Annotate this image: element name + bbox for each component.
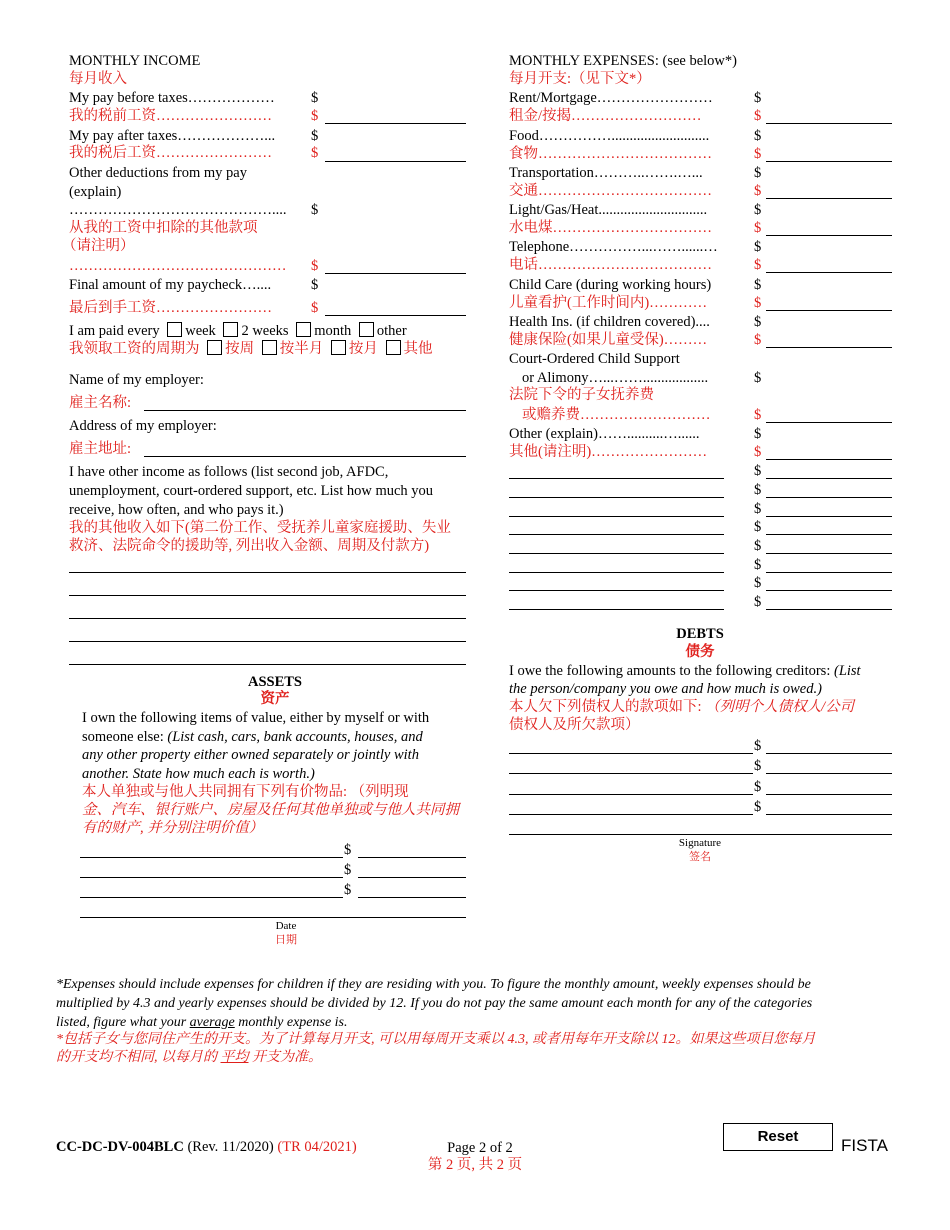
food-label-zh: 食物……………………………… [509, 146, 712, 162]
pay-before-label: My pay before taxes……………… [69, 90, 275, 106]
debts-text-zh: 本人欠下列债权人的款项如下: （列明个人债权人/公司 [509, 699, 855, 715]
dollar-sign: $ [754, 779, 762, 795]
signature-label: Signature [678, 837, 722, 849]
pay-after-amount-field[interactable] [325, 161, 466, 162]
dollar-sign: $ [754, 257, 762, 273]
health-insurance-label-zh: 健康保险(如果儿童受保)……… [509, 332, 708, 348]
dollar-sign: $ [754, 295, 762, 311]
childcare-label: Child Care (during working hours) [509, 277, 712, 293]
other-income-text: unemployment, court-ordered support, etc. List how much you [69, 483, 434, 499]
creditor-field[interactable] [509, 814, 753, 815]
debt-amount-field[interactable] [766, 814, 892, 815]
assets-text-zh: 金、汽车、银行账户、房屋及任何其他单独或与他人共同拥 [82, 802, 459, 818]
pay-before-amount-field[interactable] [325, 123, 466, 124]
dollar-sign: $ [754, 202, 762, 218]
dollar-sign: $ [311, 202, 319, 218]
expense-amount-field[interactable] [766, 590, 892, 591]
income-heading-zh: 每月收入 [69, 71, 127, 87]
expense-amount-field[interactable] [766, 497, 892, 498]
employer-name-field[interactable] [144, 410, 466, 411]
pay-after-label-zh: 我的税后工资…………………… [69, 145, 272, 161]
dollar-sign: $ [344, 882, 352, 898]
expense-item-field[interactable] [509, 497, 724, 498]
dollar-sign: $ [754, 519, 762, 535]
debts-text: I owe the following amounts to the following creditors: (List [509, 663, 861, 679]
dollar-sign: $ [311, 300, 319, 316]
childcare-amount-field[interactable] [766, 310, 892, 311]
dollar-sign: $ [344, 862, 352, 878]
dollar-sign: $ [311, 128, 319, 144]
dollar-sign: $ [754, 426, 762, 442]
week-checkbox[interactable] [167, 322, 182, 337]
utilities-label: Light/Gas/Heat.............................. [509, 202, 708, 218]
paid-every-row [69, 322, 407, 340]
other-expense-amount-field[interactable] [766, 459, 892, 460]
food-amount-field[interactable] [766, 161, 892, 162]
form-id: CC-DC-DV-004BLC (Rev. 11/2020) (TR 04/2021) [56, 1139, 357, 1155]
dollar-sign: $ [754, 407, 762, 423]
other-checkbox[interactable] [359, 322, 374, 337]
assets-heading-zh: 资产 [260, 691, 290, 707]
dollar-sign: $ [754, 799, 762, 815]
dollar-sign: $ [754, 128, 762, 144]
child-support-label-zh: 或赡养费……………………… [522, 407, 711, 423]
assets-text: someone else: (List cash, cars, bank accounts, houses, and [82, 729, 423, 745]
debt-amount-field[interactable] [766, 773, 892, 774]
expense-item-field[interactable] [509, 534, 724, 535]
other-deductions-label-zh: 从我的工资中扣除的其他款项 [69, 220, 258, 236]
dollar-sign: $ [754, 183, 762, 199]
debts-text: the person/company you owe and how much is owed.) [509, 681, 822, 697]
other-expense-label: Other (explain)……..........…...... [509, 426, 700, 442]
debts-heading: DEBTS [676, 626, 724, 642]
dollar-sign: $ [754, 538, 762, 554]
other-deductions-label-zh: （请注明） [62, 238, 135, 254]
expense-item-field[interactable] [509, 478, 724, 479]
employer-address-label: Address of my employer: [69, 418, 217, 434]
dollar-sign: $ [311, 145, 319, 161]
month-label: month [314, 323, 352, 339]
expense-amount-field[interactable] [766, 609, 892, 610]
telephone-label: Telephone……………...……......… [509, 239, 718, 255]
paid-every-label: I am paid every [69, 323, 160, 339]
transportation-amount-field[interactable] [766, 198, 892, 199]
other-income-line[interactable] [69, 572, 466, 573]
final-amount-label: Final amount of my paycheck….... [69, 277, 272, 293]
other-income-line[interactable] [69, 595, 466, 596]
asset-value-field[interactable] [358, 877, 466, 878]
telephone-amount-field[interactable] [766, 272, 892, 273]
asset-value-field[interactable] [358, 857, 466, 858]
other-expense-label-zh: 其他(请注明)…………………… [509, 444, 708, 460]
page-number: Page 2 of 2 [447, 1140, 513, 1156]
creditor-field[interactable] [509, 753, 753, 754]
dollar-sign: $ [754, 557, 762, 573]
other-income-line[interactable] [69, 641, 466, 642]
dollar-sign: $ [754, 575, 762, 591]
other-income-text: I have other income as follows (list second job, AFDC, [69, 464, 389, 480]
reset-button[interactable]: Reset [723, 1123, 833, 1151]
dollar-sign: $ [754, 463, 762, 479]
assets-text: I own the following items of value, either by myself or with [82, 710, 430, 726]
dollar-sign: $ [754, 501, 762, 517]
dollar-sign: $ [754, 758, 762, 774]
pay-before-label-zh: 我的税前工资…………………… [69, 108, 272, 124]
expenses-heading-zh: 每月开支:（见下文*） [509, 71, 651, 87]
other-income-text-zh: 我的其他收入如下(第二份工作、受抚养儿童家庭援助、失业 [69, 520, 451, 536]
dollar-sign: $ [311, 108, 319, 124]
expense-item-field[interactable] [509, 590, 724, 591]
page-number-zh: 第 2 页, 共 2 页 [427, 1157, 523, 1173]
rent-label: Rent/Mortgage…………………… [509, 90, 713, 106]
childcare-label-zh: 儿童看护(工作时间内)………… [509, 295, 708, 311]
dollar-sign: $ [754, 239, 762, 255]
pay-after-label: My pay after taxes………………... [69, 128, 276, 144]
health-insurance-label: Health Ins. (if children covered).... [509, 314, 710, 330]
footnote-text-zh: 的开支均不相同, 以每月的 平均 开支为准。 [56, 1050, 322, 1065]
signature-label-zh: 签名 [689, 851, 711, 863]
assets-heading: ASSETS [247, 674, 302, 690]
dollar-sign: $ [311, 277, 319, 293]
asset-value-field[interactable] [358, 897, 466, 898]
other-income-text-zh: 救济、法院命令的援助等, 列出收入金额、周期及付款方) [69, 538, 430, 554]
debt-amount-field[interactable] [766, 753, 892, 754]
date-field[interactable] [80, 917, 466, 918]
footnote-text: multiplied by 4.3 and yearly expenses should be divided by 12. If you do not pay the same amount each month for any of the categories [56, 996, 813, 1011]
week-label: week [185, 323, 216, 339]
dollar-sign: $ [754, 165, 762, 181]
other-label: other [376, 323, 407, 339]
expense-amount-field[interactable] [766, 478, 892, 479]
dollar-sign: $ [754, 332, 762, 348]
dollar-sign: $ [754, 277, 762, 293]
asset-item-field[interactable] [80, 857, 343, 858]
transportation-label-zh: 交通……………………………… [509, 183, 712, 199]
expense-item-field[interactable] [509, 572, 724, 573]
date-label-zh: 日期 [275, 934, 297, 946]
dollar-sign: $ [754, 146, 762, 162]
utilities-amount-field[interactable] [766, 235, 892, 236]
creditor-field[interactable] [509, 773, 753, 774]
fista-label: FISTA [841, 1136, 888, 1155]
dollar-sign: $ [344, 842, 352, 858]
asset-item-field[interactable] [80, 877, 343, 878]
footnote-text-zh: *包括子女与您同住产生的开支。为了计算每月开支, 可以用每周开支乘以 4.3, 或者用每年开支除以 12。如果这些项目您每月 [56, 1032, 816, 1047]
date-label: Date [275, 920, 297, 932]
two-weeks-label: 2 weeks [241, 323, 289, 339]
dollar-sign: $ [754, 594, 762, 610]
expense-item-field[interactable] [509, 553, 724, 554]
expenses-heading: MONTHLY EXPENSES: (see below*) [509, 53, 737, 69]
assets-text-zh: 本人单独或与他人共同拥有下列有价物品: （列明现 [82, 784, 409, 800]
other-deductions-dots: …………………………………….... [69, 202, 287, 218]
expense-amount-field[interactable] [766, 516, 892, 517]
final-amount-field[interactable] [325, 315, 466, 316]
debts-heading-zh: 债务 [685, 644, 715, 660]
two-weeks-checkbox[interactable] [223, 322, 238, 337]
expense-item-field[interactable] [509, 609, 724, 610]
footnote-text: listed, figure what your average monthly expense is. [56, 1015, 348, 1030]
employer-name-label-zh: 雇主名称: [69, 395, 132, 411]
dollar-sign: $ [754, 370, 762, 386]
debt-amount-field[interactable] [766, 794, 892, 795]
expense-amount-field[interactable] [766, 572, 892, 573]
assets-text: another. State how much each is worth.) [82, 766, 315, 782]
dollar-sign: $ [754, 90, 762, 106]
dollar-sign: $ [754, 220, 762, 236]
child-support-label: Court-Ordered Child Support [509, 351, 680, 367]
other-deductions-amount-field[interactable] [325, 273, 466, 274]
rent-label-zh: 租金/按揭……………………… [509, 108, 702, 124]
signature-field[interactable] [509, 834, 892, 835]
week-checkbox-zh[interactable] [207, 340, 222, 355]
two-weeks-label-zh: 按半月 [279, 341, 324, 357]
other-deductions-dots-zh: ……………………………………… [69, 258, 287, 274]
employer-address-label-zh: 雇主地址: [69, 441, 132, 457]
other-income-line[interactable] [69, 664, 466, 665]
other-checkbox-zh[interactable] [386, 340, 401, 355]
week-label-zh: 按周 [225, 341, 255, 357]
dollar-sign: $ [311, 258, 319, 274]
dollar-sign: $ [754, 738, 762, 754]
other-deductions-label: Other deductions from my pay [69, 165, 247, 181]
dollar-sign: $ [754, 444, 762, 460]
final-amount-label-zh: 最后到手工资…………………… [69, 300, 272, 316]
utilities-label-zh: 水电煤…………………………… [509, 220, 712, 236]
rent-amount-field[interactable] [766, 123, 892, 124]
dollar-sign: $ [311, 90, 319, 106]
transportation-label: Transportation………..…….…... [509, 165, 703, 181]
income-heading: MONTHLY INCOME [69, 53, 201, 69]
expense-amount-field[interactable] [766, 553, 892, 554]
other-deductions-label: (explain) [69, 184, 122, 200]
child-support-amount-field[interactable] [766, 422, 892, 423]
assets-text: any other property either owned separately or jointly with [82, 747, 419, 763]
telephone-label-zh: 电话……………………………… [509, 257, 712, 273]
month-checkbox-zh[interactable] [331, 340, 346, 355]
paid-every-row-zh [69, 340, 433, 358]
paid-every-label-zh: 我领取工资的周期为 [69, 341, 200, 357]
creditor-field[interactable] [509, 794, 753, 795]
employer-name-label: Name of my employer: [69, 372, 204, 388]
two-weeks-checkbox-zh[interactable] [262, 340, 277, 355]
other-label-zh: 其他 [403, 341, 433, 357]
food-label: Food……………........................... [509, 128, 710, 144]
assets-text-zh: 有的财产, 并分别注明价值） [82, 820, 264, 836]
child-support-label-zh: 法院下令的子女抚养费 [509, 387, 654, 403]
dollar-sign: $ [754, 482, 762, 498]
dollar-sign: $ [754, 314, 762, 330]
health-insurance-amount-field[interactable] [766, 347, 892, 348]
expense-amount-field[interactable] [766, 534, 892, 535]
other-income-line[interactable] [69, 618, 466, 619]
dollar-sign: $ [754, 108, 762, 124]
asset-item-field[interactable] [80, 897, 343, 898]
debts-text-zh: 债权人及所欠款项） [509, 717, 640, 733]
employer-address-field[interactable] [144, 456, 466, 457]
footnote-text: *Expenses should include expenses for children if they are residing with you. To figure the monthly amount, weekly expenses should be [56, 977, 811, 992]
expense-item-field[interactable] [509, 516, 724, 517]
month-label-zh: 按月 [348, 341, 378, 357]
other-income-text: receive, how often, and who pays it.) [69, 502, 284, 518]
month-checkbox[interactable] [296, 322, 311, 337]
child-support-label: or Alimony…...…….................. [522, 370, 709, 386]
